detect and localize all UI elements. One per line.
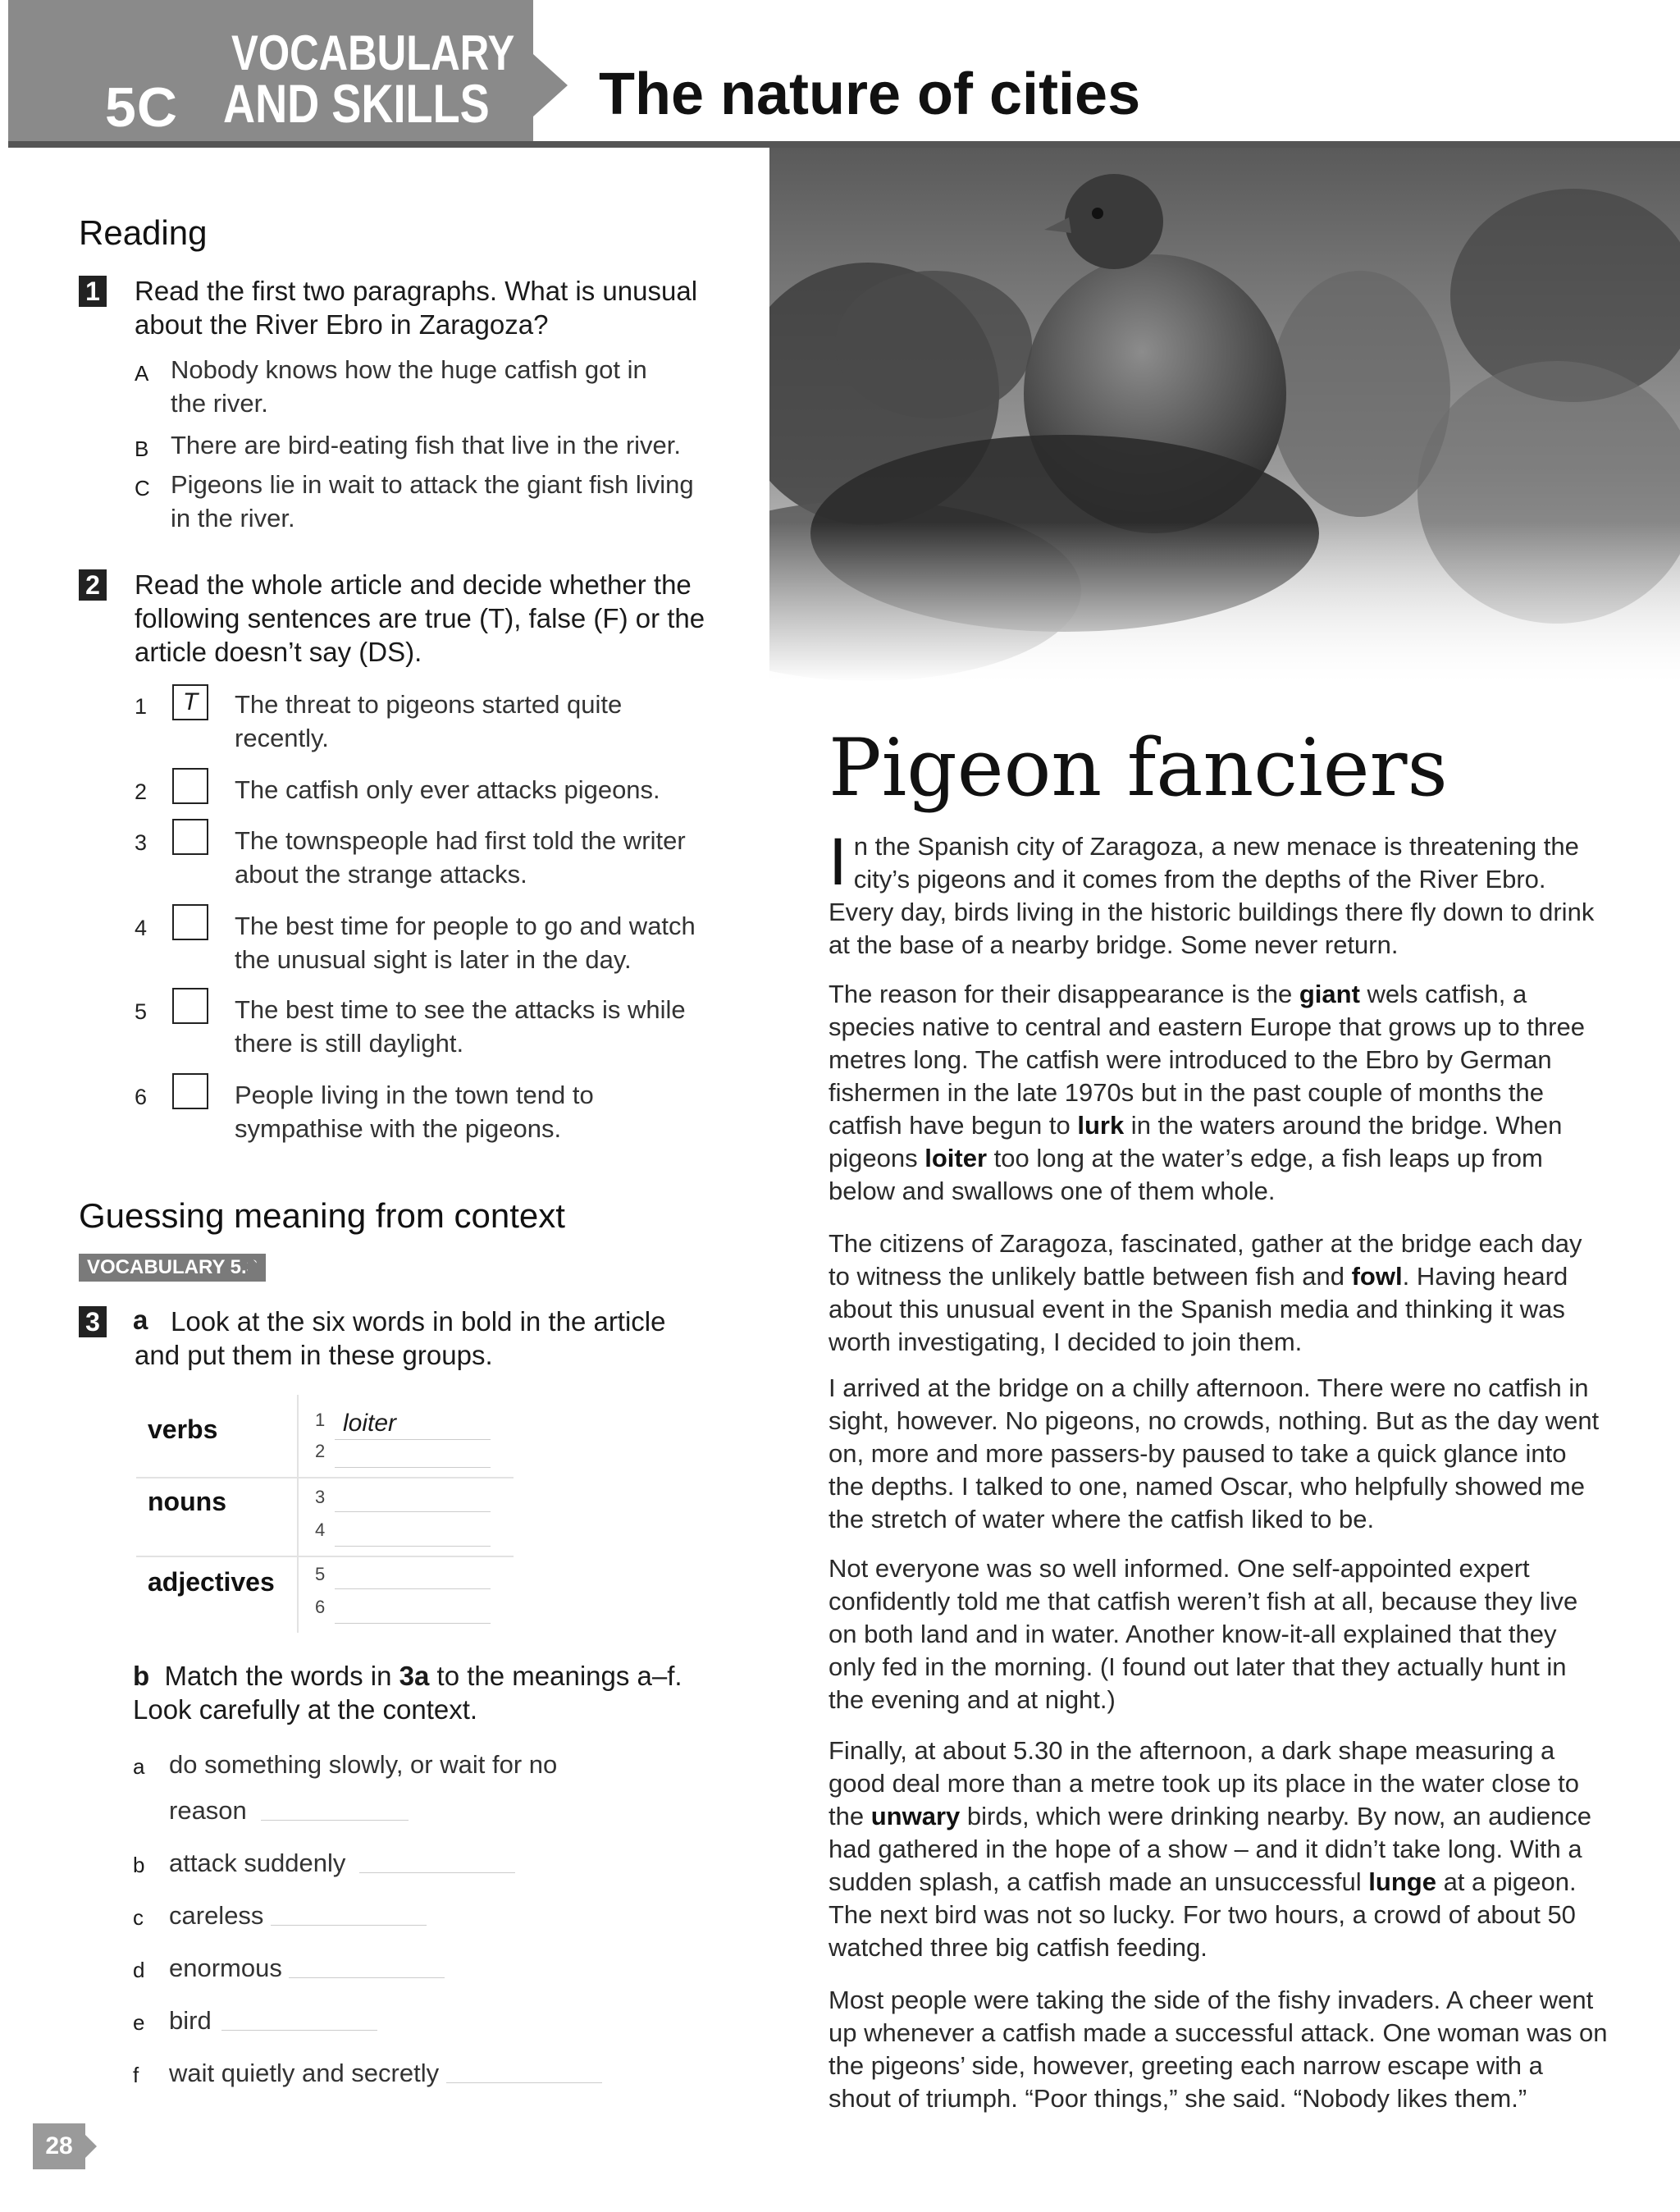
article-paragraph-2 bbox=[829, 978, 1608, 1208]
item-text: The best time for people to go and watch the unusual sight is later in the day. bbox=[235, 912, 696, 974]
answer-line[interactable] bbox=[335, 1467, 491, 1468]
option-text: Pigeons lie in wait to attack the giant fish living in the river. bbox=[171, 470, 694, 532]
answer-blank[interactable]: loiter bbox=[343, 1410, 397, 1437]
meaning-text: wait quietly and secretly bbox=[169, 2059, 440, 2087]
question-2-text: Read the whole article and decide whether the following sentences are true (T), false (F) or the article doesn’t say (DS). bbox=[135, 569, 705, 667]
item-text: People living in the town tend to sympathise with the pigeons. bbox=[235, 1081, 594, 1143]
answer-line[interactable] bbox=[335, 1511, 491, 1512]
item-text: The threat to pigeons started quite recently. bbox=[235, 690, 623, 752]
header-arrow bbox=[533, 54, 568, 117]
item-number: 6 bbox=[135, 1085, 148, 1109]
option-letter: A bbox=[135, 361, 149, 386]
answer-box[interactable] bbox=[172, 819, 208, 855]
bold-word: lurk bbox=[1077, 1111, 1125, 1140]
part-b-text-2: to the meanings a–f. Look carefully at the context. bbox=[133, 1661, 682, 1725]
article-paragraph-5: Not everyone was so well informed. One self-appointed expert confidently told me that catfish weren’t fish at all, because they live on both land and in water. Another know-it-all explained that they only fed in the morning. (I found out later that they actually hunt in the evening and at night.) bbox=[829, 1554, 1578, 1714]
drop-cap: I bbox=[829, 825, 847, 899]
item-text: The townspeople had first told the writer about the strange attacks. bbox=[235, 826, 686, 889]
meaning-text: reason bbox=[169, 1796, 247, 1825]
item-number: 4 bbox=[135, 916, 148, 940]
paragraph-text: The reason for their disappearance is the bbox=[829, 980, 1299, 1008]
bold-word: unwary bbox=[870, 1802, 961, 1830]
page-number: 28 bbox=[33, 2123, 85, 2169]
page-title: The nature of cities bbox=[599, 62, 1141, 127]
blank-number: 2 bbox=[315, 1441, 326, 1461]
blank-number: 4 bbox=[315, 1520, 326, 1540]
answer-box[interactable] bbox=[172, 768, 208, 804]
answer-line[interactable] bbox=[335, 1546, 491, 1547]
answer-line[interactable] bbox=[221, 2030, 377, 2031]
meaning-letter: b bbox=[133, 1853, 145, 1877]
answer-line[interactable] bbox=[335, 1623, 491, 1624]
article-title: Pigeon fanciers bbox=[829, 722, 1448, 814]
part-a-text: Look at the six words in bold in the article and put them in these groups. bbox=[135, 1306, 666, 1370]
unit-category-line1: VOCABULARY bbox=[231, 25, 515, 80]
option-text: Nobody knows how the huge catfish got in the river. bbox=[171, 355, 647, 418]
group-label-verbs: verbs bbox=[148, 1414, 218, 1444]
part-b-ref: 3a bbox=[399, 1661, 430, 1691]
paragraph-text: The citizens of Zaragoza, fascinated, gather at the bridge each day to witness the unlikely battle between fish and bbox=[829, 1229, 1582, 1291]
option-letter: B bbox=[135, 436, 149, 461]
meaning-letter: f bbox=[133, 2063, 139, 2087]
item-text: The best time to see the attacks is while there is still daylight. bbox=[235, 995, 686, 1058]
paragraph-text: at a pigeon. The next bird was not so lucky. For two hours, a crowd of about 50 watched three big catfish feeding. bbox=[829, 1867, 1577, 1962]
meaning-text: do something slowly, or wait for no bbox=[169, 1750, 558, 1779]
paragraph-text: Finally, at about 5.30 in the afternoon, a dark shape measuring a good deal more than a metre took up its place in the water close to the bbox=[829, 1736, 1580, 1830]
answer-box[interactable]: T bbox=[172, 684, 208, 720]
unit-code: 5C bbox=[105, 76, 178, 139]
item-number: 1 bbox=[135, 694, 148, 719]
answer-line[interactable] bbox=[271, 1925, 427, 1926]
answer-line[interactable] bbox=[359, 1872, 515, 1873]
option-text: There are bird-eating fish that live in the river. bbox=[171, 431, 682, 459]
answer-line[interactable] bbox=[335, 1588, 491, 1589]
vocabulary-tag-arrow bbox=[248, 1254, 261, 1282]
meaning-letter: a bbox=[133, 1754, 145, 1779]
question-number-3: 3 bbox=[79, 1306, 107, 1337]
part-b-text bbox=[133, 1659, 707, 1726]
answer-line[interactable] bbox=[289, 1977, 445, 1978]
blank-number: 1 bbox=[315, 1410, 326, 1430]
meaning-text: enormous bbox=[169, 1954, 282, 1982]
item-number: 2 bbox=[135, 779, 148, 804]
meaning-letter: e bbox=[133, 2010, 145, 2035]
table-divider bbox=[136, 1556, 514, 1557]
answer-box[interactable] bbox=[172, 904, 208, 940]
paragraph-text: too long at the water’s edge, a fish leaps up from below and swallows one of them whole. bbox=[829, 1144, 1543, 1205]
pigeons-photo bbox=[769, 148, 1680, 683]
vocabulary-tag: VOCABULARY 5.3 bbox=[79, 1254, 266, 1282]
guessing-heading: Guessing meaning from context bbox=[79, 1196, 565, 1235]
question-number-1: 1 bbox=[79, 276, 107, 307]
answer-box[interactable] bbox=[172, 988, 208, 1024]
table-divider bbox=[136, 1477, 514, 1478]
bold-word: loiter bbox=[924, 1144, 988, 1172]
paragraph-text: birds, which were drinking nearby. By now, an audience had gathered in the hope of a show – and it didn’t take long. With a sudden splash, a catfish made an unsuccessful bbox=[829, 1802, 1591, 1896]
option-letter: C bbox=[135, 476, 150, 500]
article-paragraph-6 bbox=[829, 1734, 1608, 1964]
unit-category-line2: AND SKILLS bbox=[223, 73, 490, 134]
meaning-letter: c bbox=[133, 1905, 144, 1930]
reading-heading: Reading bbox=[79, 213, 208, 252]
table-divider bbox=[297, 1395, 299, 1633]
paragraph-text: . Having heard about this unusual event in the Spanish media and thinking it was worth investigating, I decided to join them. bbox=[829, 1262, 1568, 1356]
group-label-nouns: nouns bbox=[148, 1487, 226, 1516]
article-paragraph-7: Most people were taking the side of the fishy invaders. A cheer went up whenever a catfish made a successful attack. One woman was on the pigeons’ side, however, greeting each narrow escape with a shout of triumph. “Poor things,” she said. “Nobody likes them.” bbox=[829, 1986, 1608, 2113]
part-b-letter: b bbox=[133, 1661, 150, 1691]
part-b-text-1: Match the words in bbox=[164, 1661, 392, 1691]
group-label-adjectives: adjectives bbox=[148, 1567, 275, 1597]
item-text: The catfish only ever attacks pigeons. bbox=[235, 775, 660, 804]
question-1-text: Read the first two paragraphs. What is unusual about the River Ebro in Zaragoza? bbox=[135, 276, 698, 340]
paragraph-text: wels catfish, a species native to central and eastern Europe that grows up to three metres long. The catfish were introduced to the Ebro by German fishermen in the late 1970s but in the past couple of months the catfish have begun to bbox=[829, 980, 1585, 1140]
bold-word: lunge bbox=[1368, 1867, 1436, 1896]
page-number-arrow bbox=[85, 2135, 97, 2158]
meaning-text: careless bbox=[169, 1901, 264, 1930]
paragraph-text: n the Spanish city of Zaragoza, a new menace is threatening the city’s pigeons and it comes from the depths of the River Ebro. Every day, birds living in the historic buildings there fly down to drink at the base of a nearby bridge. Some never return. bbox=[829, 832, 1595, 959]
article-paragraph-4: I arrived at the bridge on a chilly afternoon. There were no catfish in sight, however. No pigeons, no crowds, nothing. But as the day went on, more and more passers-by paused to take a quick glance into the depths. I talked to one, named Oscar, who helpfully showed me the stretch of water where the catfish liked to be. bbox=[829, 1373, 1600, 1533]
meaning-letter: d bbox=[133, 1958, 145, 1982]
paragraph-text: in the waters around the bridge. When pigeons bbox=[829, 1111, 1563, 1172]
answer-line[interactable] bbox=[261, 1820, 409, 1821]
article-paragraph-3 bbox=[829, 1227, 1608, 1359]
bold-word: fowl bbox=[1351, 1262, 1403, 1291]
meaning-text: attack suddenly bbox=[169, 1849, 346, 1877]
answer-box[interactable] bbox=[172, 1073, 208, 1109]
question-number-2: 2 bbox=[79, 569, 107, 601]
bold-word: giant bbox=[1299, 980, 1360, 1008]
item-number: 3 bbox=[135, 830, 148, 855]
part-a-letter: a bbox=[133, 1305, 148, 1335]
article-paragraph-1 bbox=[829, 825, 1608, 962]
blank-number: 5 bbox=[315, 1564, 326, 1584]
answer-line[interactable] bbox=[446, 2082, 602, 2083]
blank-number: 3 bbox=[315, 1487, 326, 1507]
meaning-text: bird bbox=[169, 2006, 212, 2035]
header-rule bbox=[8, 141, 1680, 148]
answer-line bbox=[335, 1439, 491, 1440]
item-number: 5 bbox=[135, 999, 148, 1024]
blank-number: 6 bbox=[315, 1597, 326, 1617]
